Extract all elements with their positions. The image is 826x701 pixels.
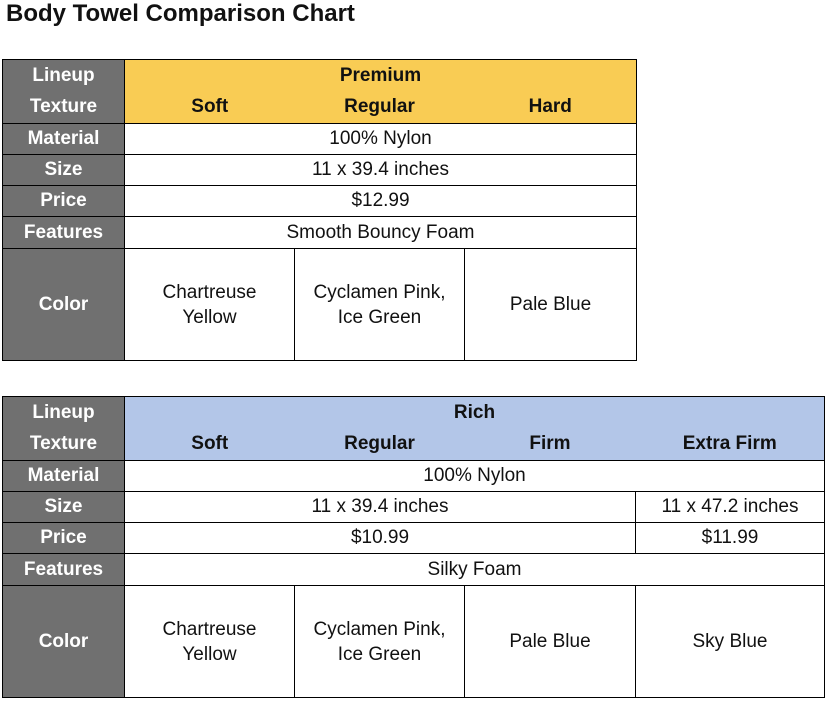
row-label-material: Material [3,461,125,492]
color-line: Chartreuse [162,281,257,303]
rich-size-large: 11 x 47.2 inches [636,492,825,523]
color-line: Cyclamen Pink, [313,618,446,640]
rich-color-firm [465,586,636,698]
page-title: Body Towel Comparison Chart [6,0,355,27]
premium-color-hard [465,249,637,361]
texture-firm: Firm [465,429,636,461]
color-line: Pale Blue [509,631,591,652]
row-label-features: Features [3,554,125,586]
row-label-price: Price [3,523,125,554]
row-label-texture: Texture [3,429,125,461]
color-line: Pale Blue [509,294,592,315]
texture-soft: Soft [125,92,295,124]
rich-comparison-table [2,396,825,698]
premium-color-regular [295,249,465,361]
texture-soft: Soft [125,429,295,461]
color-line: Sky Blue [692,631,768,652]
texture-regular: Regular [295,429,465,461]
row-label-lineup: Lineup [3,60,125,92]
lineup-name-premium: Premium [125,60,637,92]
color-line: Ice Green [337,643,422,665]
premium-price: $12.99 [125,186,637,217]
row-label-price: Price [3,186,125,217]
color-line: Yellow [182,643,237,665]
texture-extra-firm: Extra Firm [636,429,825,461]
rich-color-soft [125,586,295,698]
premium-features: Smooth Bouncy Foam [125,217,637,249]
premium-color-soft [125,249,295,361]
texture-regular: Regular [295,92,465,124]
row-label-size: Size [3,492,125,523]
rich-material: 100% Nylon [125,461,825,492]
color-line: Chartreuse [162,618,257,640]
texture-hard: Hard [465,92,637,124]
color-line: Cyclamen Pink, [313,281,446,303]
premium-material: 100% Nylon [125,124,637,155]
premium-comparison-table [2,59,637,361]
rich-price-large: $11.99 [636,523,825,554]
color-line: Ice Green [337,306,422,328]
color-line: Yellow [182,306,237,328]
row-label-size: Size [3,155,125,186]
lineup-name-rich: Rich [125,397,825,429]
rich-color-regular [295,586,465,698]
row-label-material: Material [3,124,125,155]
row-label-features: Features [3,217,125,249]
row-label-lineup: Lineup [3,397,125,429]
rich-features: Silky Foam [125,554,825,586]
row-label-texture: Texture [3,92,125,124]
premium-size: 11 x 39.4 inches [125,155,637,186]
row-label-color: Color [3,249,125,361]
rich-price-standard: $10.99 [125,523,636,554]
row-label-color: Color [3,586,125,698]
rich-color-extra-firm [636,586,825,698]
rich-size-standard: 11 x 39.4 inches [125,492,636,523]
